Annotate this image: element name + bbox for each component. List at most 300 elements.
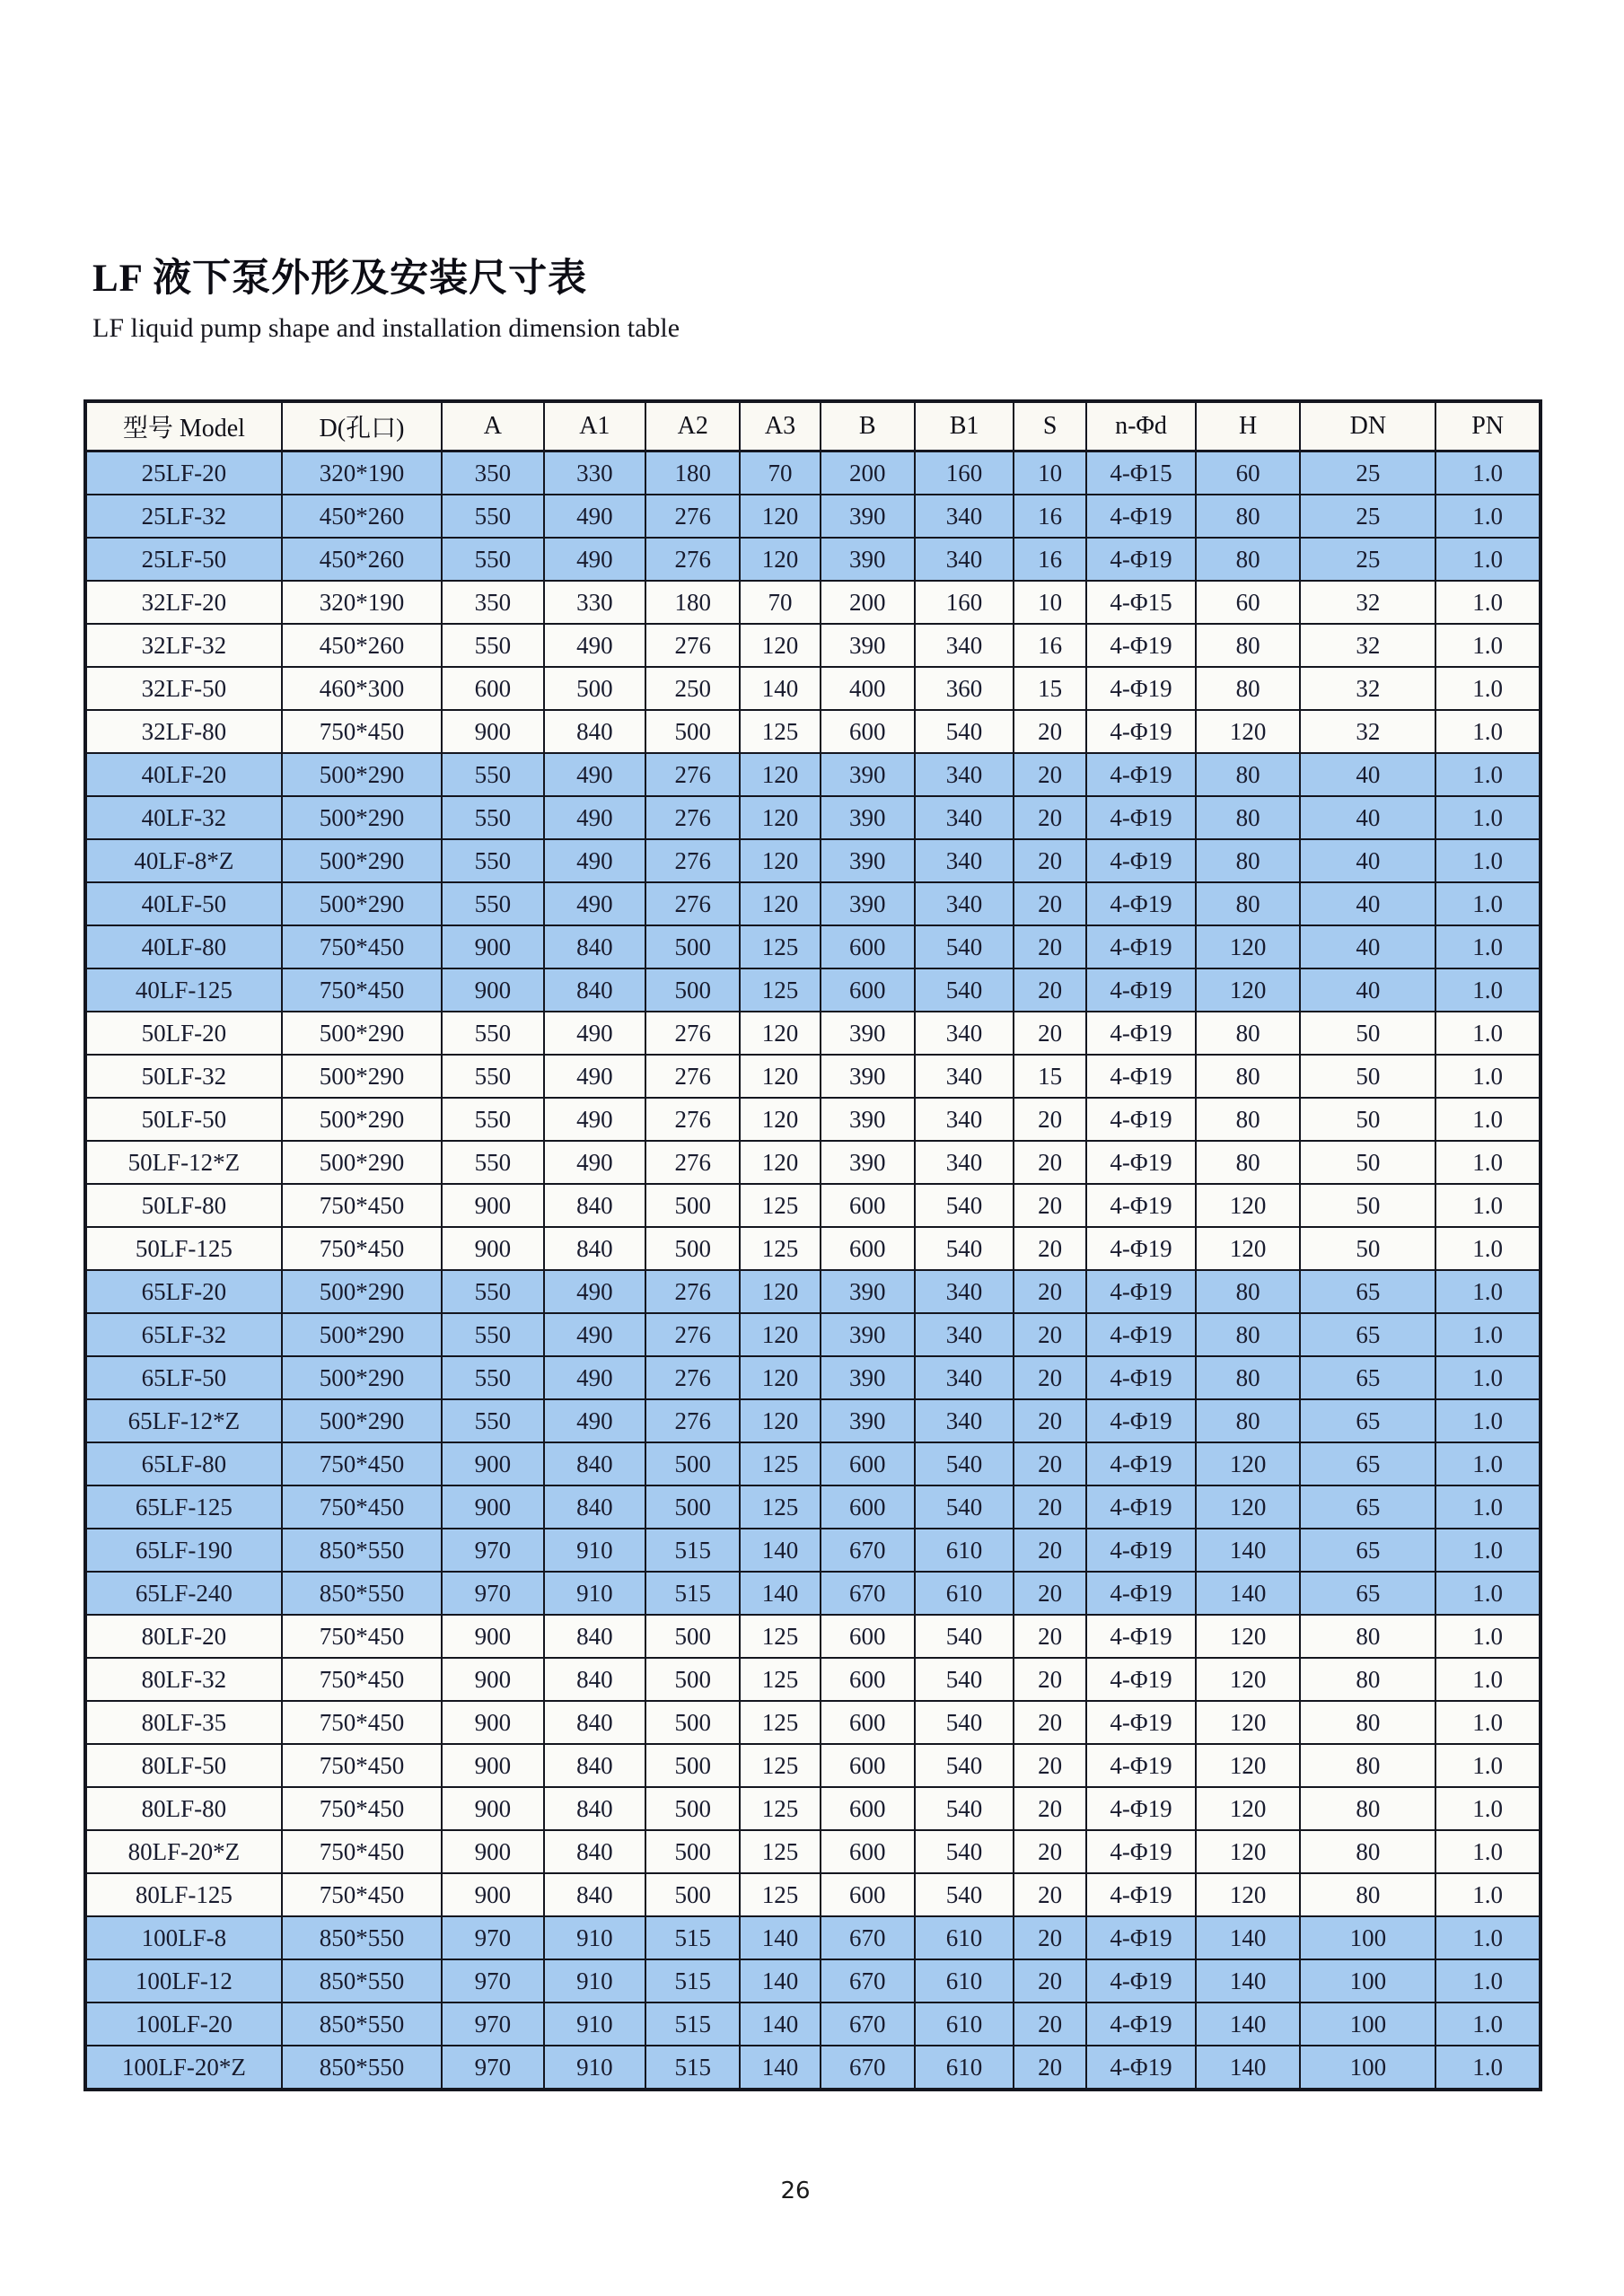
table-cell: 80 xyxy=(1196,796,1301,839)
table-cell: 20 xyxy=(1014,753,1086,796)
table-cell: 100LF-12 xyxy=(85,1959,282,2002)
table-cell: 850*550 xyxy=(282,1572,442,1615)
table-row xyxy=(85,1959,1541,2002)
table-cell: 450*260 xyxy=(282,538,442,581)
table-cell: 970 xyxy=(442,1572,543,1615)
table-cell: 125 xyxy=(740,710,820,753)
table-cell: 140 xyxy=(1196,2046,1301,2090)
table-cell: 4-Φ19 xyxy=(1086,538,1196,581)
table-row xyxy=(85,1744,1541,1787)
table-row xyxy=(85,1141,1541,1184)
table-cell: 1.0 xyxy=(1435,1184,1541,1227)
table-cell: 600 xyxy=(821,1227,915,1270)
table-cell: 25LF-50 xyxy=(85,538,282,581)
table-cell: 900 xyxy=(442,1873,543,1916)
table-row xyxy=(85,1184,1541,1227)
table-cell: 120 xyxy=(1196,1227,1301,1270)
table-cell: 276 xyxy=(645,1313,740,1356)
table-cell: 540 xyxy=(915,1227,1014,1270)
table-cell: 80 xyxy=(1196,1356,1301,1399)
table-cell: 16 xyxy=(1014,624,1086,667)
table-cell: 4-Φ19 xyxy=(1086,882,1196,925)
table-cell: 80LF-50 xyxy=(85,1744,282,1787)
table-cell: 32 xyxy=(1300,581,1435,624)
table-cell: 276 xyxy=(645,1399,740,1442)
table-cell: 390 xyxy=(821,495,915,538)
table-row xyxy=(85,624,1541,667)
table-cell: 4-Φ19 xyxy=(1086,1270,1196,1313)
table-cell: 276 xyxy=(645,753,740,796)
table-cell: 120 xyxy=(740,1055,820,1098)
table-cell: 125 xyxy=(740,1873,820,1916)
table-cell: 540 xyxy=(915,1873,1014,1916)
table-cell: 320*190 xyxy=(282,451,442,495)
table-row xyxy=(85,925,1541,968)
table-cell: 540 xyxy=(915,1485,1014,1529)
table-cell: 100 xyxy=(1300,2046,1435,2090)
table-cell: 360 xyxy=(915,667,1014,710)
table-cell: 900 xyxy=(442,1830,543,1873)
table-cell: 4-Φ19 xyxy=(1086,1744,1196,1787)
table-cell: 750*450 xyxy=(282,1184,442,1227)
table-row xyxy=(85,1356,1541,1399)
table-cell: 20 xyxy=(1014,1959,1086,2002)
table-cell: 970 xyxy=(442,1959,543,2002)
table-cell: 340 xyxy=(915,839,1014,882)
table-cell: 600 xyxy=(821,1701,915,1744)
table-cell: 180 xyxy=(645,451,740,495)
table-row xyxy=(85,451,1541,495)
table-cell: 1.0 xyxy=(1435,968,1541,1012)
table-cell: 490 xyxy=(544,753,645,796)
table-cell: 550 xyxy=(442,538,543,581)
table-cell: 515 xyxy=(645,1529,740,1572)
table-cell: 276 xyxy=(645,1098,740,1141)
table-row xyxy=(85,710,1541,753)
table-cell: 125 xyxy=(740,925,820,968)
table-cell: 900 xyxy=(442,1701,543,1744)
table-cell: 540 xyxy=(915,1744,1014,1787)
column-header: A3 xyxy=(740,401,820,451)
table-cell: 140 xyxy=(1196,1572,1301,1615)
table-cell: 670 xyxy=(821,2046,915,2090)
table-cell: 500 xyxy=(645,1227,740,1270)
table-cell: 4-Φ19 xyxy=(1086,1055,1196,1098)
table-cell: 20 xyxy=(1014,1356,1086,1399)
table-cell: 850*550 xyxy=(282,2002,442,2046)
table-cell: 390 xyxy=(821,538,915,581)
dimension-table xyxy=(83,399,1542,2091)
table-cell: 1.0 xyxy=(1435,451,1541,495)
table-cell: 120 xyxy=(740,1399,820,1442)
table-cell: 910 xyxy=(544,2046,645,2090)
table-cell: 330 xyxy=(544,451,645,495)
table-cell: 390 xyxy=(821,1098,915,1141)
table-cell: 276 xyxy=(645,1055,740,1098)
table-cell: 100LF-20 xyxy=(85,2002,282,2046)
table-cell: 120 xyxy=(1196,968,1301,1012)
table-cell: 1.0 xyxy=(1435,2046,1541,2090)
table-cell: 390 xyxy=(821,839,915,882)
table-cell: 40LF-80 xyxy=(85,925,282,968)
table-row xyxy=(85,1787,1541,1830)
table-cell: 32LF-80 xyxy=(85,710,282,753)
table-cell: 276 xyxy=(645,624,740,667)
table-cell: 4-Φ19 xyxy=(1086,710,1196,753)
table-cell: 125 xyxy=(740,1658,820,1701)
table-cell: 4-Φ19 xyxy=(1086,839,1196,882)
table-cell: 970 xyxy=(442,1529,543,1572)
table-cell: 550 xyxy=(442,1270,543,1313)
table-cell: 970 xyxy=(442,1916,543,1959)
table-cell: 80 xyxy=(1300,1701,1435,1744)
table-cell: 515 xyxy=(645,1916,740,1959)
column-header: H xyxy=(1196,401,1301,451)
table-cell: 1.0 xyxy=(1435,2002,1541,2046)
table-cell: 610 xyxy=(915,1529,1014,1572)
table-cell: 80 xyxy=(1196,753,1301,796)
table-cell: 40LF-50 xyxy=(85,882,282,925)
table-cell: 1.0 xyxy=(1435,1658,1541,1701)
table-cell: 750*450 xyxy=(282,968,442,1012)
table-cell: 500*290 xyxy=(282,1055,442,1098)
table-cell: 80 xyxy=(1196,1055,1301,1098)
table-cell: 250 xyxy=(645,667,740,710)
table-cell: 600 xyxy=(821,1787,915,1830)
table-cell: 4-Φ19 xyxy=(1086,2046,1196,2090)
table-cell: 900 xyxy=(442,1658,543,1701)
table-cell: 25 xyxy=(1300,451,1435,495)
table-cell: 80 xyxy=(1300,1787,1435,1830)
table-cell: 750*450 xyxy=(282,710,442,753)
table-cell: 4-Φ19 xyxy=(1086,1615,1196,1658)
table-row xyxy=(85,1830,1541,1873)
table-row xyxy=(85,2002,1541,2046)
table-cell: 20 xyxy=(1014,1442,1086,1485)
table-cell: 100LF-20*Z xyxy=(85,2046,282,2090)
table-cell: 65 xyxy=(1300,1572,1435,1615)
table-cell: 20 xyxy=(1014,1098,1086,1141)
table-row xyxy=(85,1701,1541,1744)
table-cell: 490 xyxy=(544,1141,645,1184)
table-cell: 125 xyxy=(740,1787,820,1830)
table-cell: 32 xyxy=(1300,624,1435,667)
table-cell: 4-Φ19 xyxy=(1086,925,1196,968)
table-cell: 125 xyxy=(740,1442,820,1485)
table-cell: 450*260 xyxy=(282,495,442,538)
table-cell: 340 xyxy=(915,882,1014,925)
table-cell: 490 xyxy=(544,1399,645,1442)
table-cell: 490 xyxy=(544,538,645,581)
table-cell: 500*290 xyxy=(282,839,442,882)
table-cell: 1.0 xyxy=(1435,1141,1541,1184)
table-cell: 900 xyxy=(442,1184,543,1227)
table-cell: 1.0 xyxy=(1435,753,1541,796)
table-cell: 750*450 xyxy=(282,1442,442,1485)
column-header: A2 xyxy=(645,401,740,451)
table-cell: 80 xyxy=(1196,495,1301,538)
table-cell: 16 xyxy=(1014,538,1086,581)
table-cell: 140 xyxy=(740,1529,820,1572)
table-cell: 550 xyxy=(442,839,543,882)
table-cell: 276 xyxy=(645,1356,740,1399)
table-cell: 20 xyxy=(1014,1873,1086,1916)
table-cell: 500 xyxy=(645,1873,740,1916)
table-cell: 125 xyxy=(740,1744,820,1787)
table-cell: 140 xyxy=(740,1959,820,2002)
table-cell: 500 xyxy=(645,1485,740,1529)
table-cell: 80 xyxy=(1300,1658,1435,1701)
table-cell: 840 xyxy=(544,1227,645,1270)
table-cell: 50LF-20 xyxy=(85,1012,282,1055)
table-cell: 540 xyxy=(915,1787,1014,1830)
table-cell: 1.0 xyxy=(1435,538,1541,581)
table-cell: 80 xyxy=(1196,1313,1301,1356)
table-cell: 80 xyxy=(1196,1270,1301,1313)
table-cell: 490 xyxy=(544,1055,645,1098)
table-cell: 750*450 xyxy=(282,1744,442,1787)
table-cell: 100 xyxy=(1300,2002,1435,2046)
table-cell: 490 xyxy=(544,1313,645,1356)
table-cell: 20 xyxy=(1014,925,1086,968)
table-cell: 1.0 xyxy=(1435,1744,1541,1787)
table-cell: 80 xyxy=(1196,1141,1301,1184)
table-cell: 500 xyxy=(645,968,740,1012)
table-cell: 20 xyxy=(1014,1012,1086,1055)
table-cell: 840 xyxy=(544,710,645,753)
table-cell: 40 xyxy=(1300,796,1435,839)
table-cell: 4-Φ19 xyxy=(1086,2002,1196,2046)
table-cell: 4-Φ19 xyxy=(1086,1313,1196,1356)
table-cell: 120 xyxy=(1196,1485,1301,1529)
table-cell: 340 xyxy=(915,495,1014,538)
table-cell: 910 xyxy=(544,1916,645,1959)
table-cell: 65LF-50 xyxy=(85,1356,282,1399)
table-cell: 20 xyxy=(1014,1313,1086,1356)
table-cell: 276 xyxy=(645,882,740,925)
table-cell: 600 xyxy=(442,667,543,710)
table-cell: 1.0 xyxy=(1435,1959,1541,2002)
page-subtitle: LF liquid pump shape and installation dimension table xyxy=(92,313,680,343)
table-cell: 100 xyxy=(1300,1916,1435,1959)
table-cell: 276 xyxy=(645,538,740,581)
table-cell: 750*450 xyxy=(282,1830,442,1873)
table-cell: 80 xyxy=(1196,882,1301,925)
table-cell: 20 xyxy=(1014,968,1086,1012)
table-cell: 390 xyxy=(821,1055,915,1098)
table-cell: 1.0 xyxy=(1435,624,1541,667)
table-cell: 670 xyxy=(821,2002,915,2046)
table-cell: 1.0 xyxy=(1435,1442,1541,1485)
table-row xyxy=(85,1916,1541,1959)
table-cell: 80LF-125 xyxy=(85,1873,282,1916)
column-header: n-Φd xyxy=(1086,401,1196,451)
table-row xyxy=(85,1012,1541,1055)
table-cell: 20 xyxy=(1014,1744,1086,1787)
table-cell: 550 xyxy=(442,882,543,925)
table-cell: 120 xyxy=(740,1141,820,1184)
table-cell: 340 xyxy=(915,796,1014,839)
table-cell: 65LF-20 xyxy=(85,1270,282,1313)
table-cell: 125 xyxy=(740,1184,820,1227)
table-cell: 120 xyxy=(740,538,820,581)
table-cell: 4-Φ19 xyxy=(1086,1485,1196,1529)
table-cell: 120 xyxy=(1196,1615,1301,1658)
table-cell: 750*450 xyxy=(282,1485,442,1529)
table-cell: 80 xyxy=(1196,1012,1301,1055)
column-header: A xyxy=(442,401,543,451)
table-cell: 80 xyxy=(1196,839,1301,882)
table-cell: 490 xyxy=(544,1356,645,1399)
table-cell: 200 xyxy=(821,581,915,624)
table-cell: 850*550 xyxy=(282,1916,442,1959)
table-cell: 80LF-80 xyxy=(85,1787,282,1830)
table-cell: 540 xyxy=(915,1615,1014,1658)
table-cell: 390 xyxy=(821,1141,915,1184)
table-cell: 500 xyxy=(645,1442,740,1485)
table-cell: 1.0 xyxy=(1435,1399,1541,1442)
table-cell: 125 xyxy=(740,968,820,1012)
table-cell: 390 xyxy=(821,1356,915,1399)
table-cell: 500*290 xyxy=(282,1270,442,1313)
table-cell: 120 xyxy=(740,1356,820,1399)
table-cell: 320*190 xyxy=(282,581,442,624)
table-row xyxy=(85,1615,1541,1658)
table-cell: 160 xyxy=(915,581,1014,624)
table-cell: 20 xyxy=(1014,1529,1086,1572)
table-cell: 750*450 xyxy=(282,1227,442,1270)
table-cell: 390 xyxy=(821,753,915,796)
table-cell: 340 xyxy=(915,1270,1014,1313)
table-cell: 50 xyxy=(1300,1141,1435,1184)
table-cell: 80 xyxy=(1196,1399,1301,1442)
table-cell: 120 xyxy=(1196,1701,1301,1744)
table-cell: 80 xyxy=(1300,1873,1435,1916)
table-cell: 340 xyxy=(915,1356,1014,1399)
table-cell: 1.0 xyxy=(1435,1615,1541,1658)
table-cell: 840 xyxy=(544,1701,645,1744)
table-cell: 840 xyxy=(544,1830,645,1873)
table-cell: 120 xyxy=(740,753,820,796)
table-cell: 40 xyxy=(1300,925,1435,968)
table-cell: 65LF-32 xyxy=(85,1313,282,1356)
table-cell: 500 xyxy=(645,1830,740,1873)
table-cell: 490 xyxy=(544,1012,645,1055)
table-cell: 4-Φ19 xyxy=(1086,1227,1196,1270)
table-row xyxy=(85,1529,1541,1572)
table-cell: 50LF-50 xyxy=(85,1098,282,1141)
table-cell: 900 xyxy=(442,1485,543,1529)
table-cell: 540 xyxy=(915,925,1014,968)
table-cell: 15 xyxy=(1014,667,1086,710)
table-row xyxy=(85,1485,1541,1529)
table-cell: 120 xyxy=(740,624,820,667)
table-cell: 120 xyxy=(1196,1873,1301,1916)
table-cell: 25 xyxy=(1300,538,1435,581)
table-cell: 40 xyxy=(1300,882,1435,925)
table-row xyxy=(85,1658,1541,1701)
table-cell: 120 xyxy=(1196,1658,1301,1701)
table-cell: 900 xyxy=(442,1442,543,1485)
table-cell: 40LF-125 xyxy=(85,968,282,1012)
table-cell: 20 xyxy=(1014,1572,1086,1615)
table-cell: 80LF-20 xyxy=(85,1615,282,1658)
table-cell: 390 xyxy=(821,1012,915,1055)
table-cell: 750*450 xyxy=(282,925,442,968)
table-cell: 550 xyxy=(442,1399,543,1442)
table-cell: 140 xyxy=(1196,1916,1301,1959)
table-cell: 65LF-190 xyxy=(85,1529,282,1572)
table-cell: 20 xyxy=(1014,882,1086,925)
table-cell: 125 xyxy=(740,1485,820,1529)
table-cell: 20 xyxy=(1014,1658,1086,1701)
table-cell: 610 xyxy=(915,1572,1014,1615)
table-cell: 900 xyxy=(442,1787,543,1830)
table-cell: 15 xyxy=(1014,1055,1086,1098)
table-cell: 4-Φ19 xyxy=(1086,1356,1196,1399)
table-cell: 600 xyxy=(821,710,915,753)
table-cell: 120 xyxy=(740,839,820,882)
table-cell: 4-Φ19 xyxy=(1086,1873,1196,1916)
table-cell: 65LF-240 xyxy=(85,1572,282,1615)
table-cell: 550 xyxy=(442,1098,543,1141)
table-cell: 80LF-35 xyxy=(85,1701,282,1744)
table-cell: 20 xyxy=(1014,839,1086,882)
column-header: S xyxy=(1014,401,1086,451)
table-cell: 500 xyxy=(544,667,645,710)
table-row xyxy=(85,1399,1541,1442)
table-cell: 65 xyxy=(1300,1485,1435,1529)
table-cell: 840 xyxy=(544,1442,645,1485)
table-cell: 120 xyxy=(740,882,820,925)
table-cell: 32LF-50 xyxy=(85,667,282,710)
table-cell: 490 xyxy=(544,1270,645,1313)
table-cell: 20 xyxy=(1014,1916,1086,1959)
table-row xyxy=(85,1098,1541,1141)
table-row xyxy=(85,1442,1541,1485)
table-cell: 500 xyxy=(645,1701,740,1744)
table-cell: 20 xyxy=(1014,1830,1086,1873)
table-cell: 600 xyxy=(821,1442,915,1485)
table-cell: 140 xyxy=(740,2002,820,2046)
table-cell: 4-Φ19 xyxy=(1086,753,1196,796)
table-cell: 32 xyxy=(1300,710,1435,753)
table-cell: 500*290 xyxy=(282,753,442,796)
table-row xyxy=(85,667,1541,710)
table-cell: 80LF-32 xyxy=(85,1658,282,1701)
table-cell: 100LF-8 xyxy=(85,1916,282,1959)
table-cell: 550 xyxy=(442,1141,543,1184)
table-cell: 125 xyxy=(740,1615,820,1658)
table-cell: 25LF-20 xyxy=(85,451,282,495)
column-header: 型号 Model xyxy=(85,401,282,451)
table-cell: 550 xyxy=(442,753,543,796)
table-cell: 40LF-8*Z xyxy=(85,839,282,882)
table-cell: 276 xyxy=(645,1012,740,1055)
table-cell: 840 xyxy=(544,1615,645,1658)
table-cell: 850*550 xyxy=(282,1529,442,1572)
table-cell: 910 xyxy=(544,1529,645,1572)
table-cell: 910 xyxy=(544,1959,645,2002)
table-cell: 65LF-80 xyxy=(85,1442,282,1485)
table-cell: 340 xyxy=(915,1313,1014,1356)
table-cell: 32LF-20 xyxy=(85,581,282,624)
table-cell: 100 xyxy=(1300,1959,1435,2002)
table-cell: 1.0 xyxy=(1435,1873,1541,1916)
table-cell: 500*290 xyxy=(282,1399,442,1442)
table-cell: 600 xyxy=(821,1615,915,1658)
table-cell: 140 xyxy=(1196,2002,1301,2046)
